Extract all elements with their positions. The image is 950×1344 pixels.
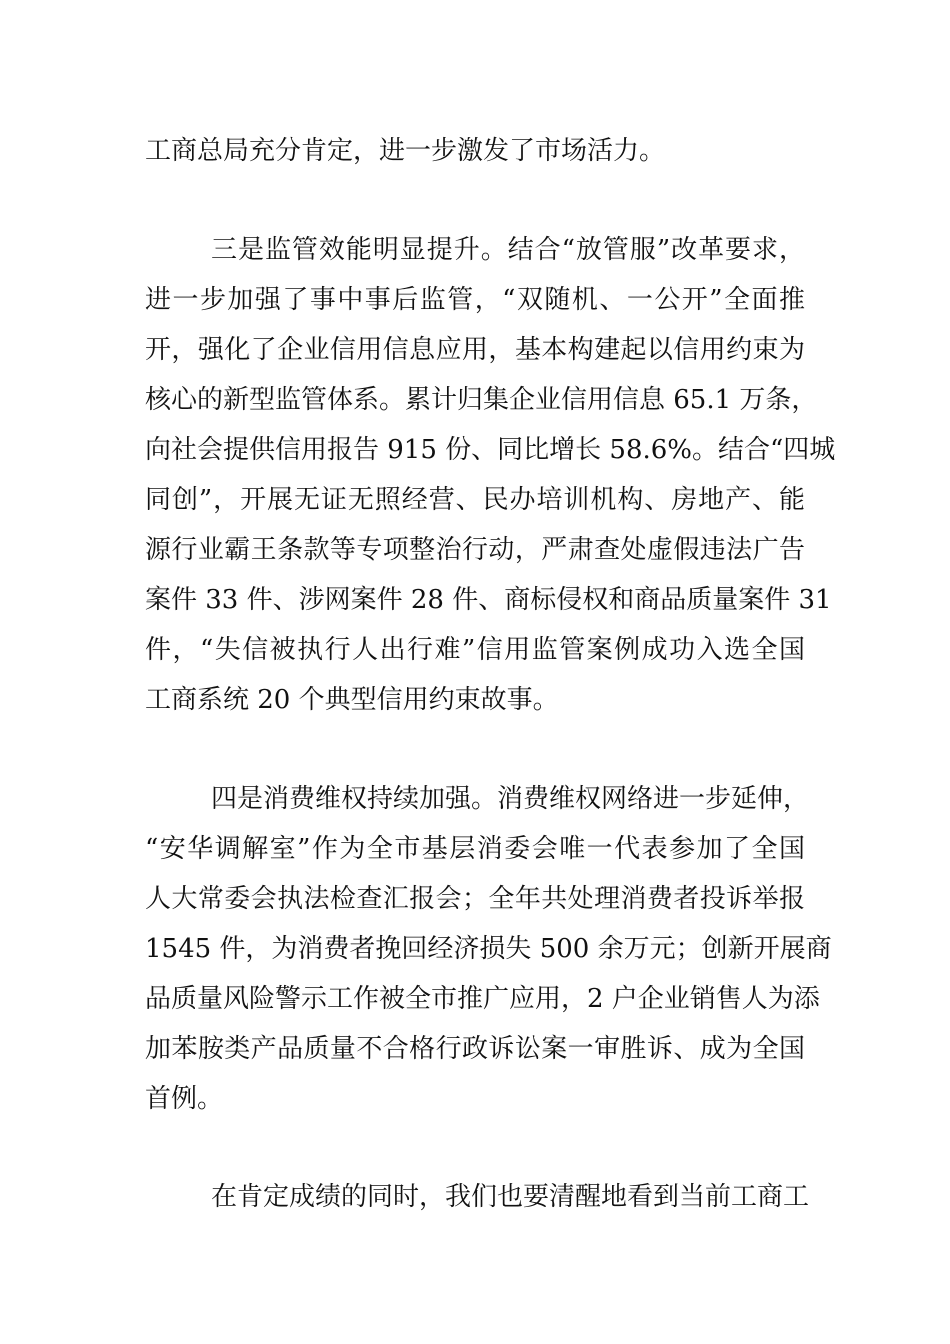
text-line: 加苯胺类产品质量不合格行政诉讼案一审胜诉、成为全国 — [145, 1034, 805, 1064]
text-line: 工商总局充分肯定，进一步激发了市场活力。 — [145, 136, 666, 166]
paragraph-3-line-4 — [0, 922, 950, 976]
text-line: 案件 33 件、涉网案件 28 件、商标侵权和商品质量案件 31 — [145, 585, 832, 615]
paragraph-2-line-2 — [0, 273, 950, 327]
text-line: 向社会提供信用报告 915 份、同比增长 58.6%。结合“四城 — [145, 435, 836, 465]
paragraph-2-line-8 — [0, 573, 950, 627]
paragraph-2-line-5 — [0, 423, 950, 477]
paragraph-2-line-7 — [0, 523, 950, 577]
text-line: 人大常委会执法检查汇报会；全年共处理消费者投诉举报 — [145, 884, 805, 914]
paragraph-3-line-1 — [0, 772, 950, 826]
paragraph-2-line-6 — [0, 473, 950, 527]
paragraph-2-line-9 — [0, 623, 950, 677]
paragraph-3-line-6 — [0, 1022, 950, 1076]
paragraph-4-line-1 — [0, 1170, 950, 1224]
text-line: 开，强化了企业信用信息应用，基本构建起以信用约束为 — [145, 335, 805, 365]
text-line: 在肯定成绩的同时，我们也要清醒地看到当前工商工 — [211, 1182, 810, 1212]
text-line: 工商系统 20 个典型信用约束故事。 — [145, 685, 559, 715]
paragraph-2-line-3 — [0, 323, 950, 377]
paragraph-2-line-1 — [0, 223, 950, 277]
text-line: 进一步加强了事中事后监管，“双随机、一公开”全面推 — [145, 285, 805, 315]
paragraph-2-line-4 — [0, 373, 950, 427]
text-line: 同创”，开展无证无照经营、民办培训机构、房地产、能 — [145, 485, 805, 515]
paragraph-2-line-10 — [0, 673, 950, 727]
text-line: “安华调解室”作为全市基层消委会唯一代表参加了全国 — [145, 834, 805, 864]
paragraph-3-line-3 — [0, 872, 950, 926]
text-line: 三是监管效能明显提升。结合“放管服”改革要求， — [211, 235, 805, 265]
text-line: 四是消费维权持续加强。消费维权网络进一步延伸， — [211, 784, 810, 814]
paragraph-3-line-5 — [0, 972, 950, 1026]
text-line: 首例。 — [145, 1084, 224, 1114]
text-line: 源行业霸王条款等专项整治行动，严肃查处虚假违法广告 — [145, 535, 805, 565]
paragraph-1-line-1 — [0, 124, 950, 178]
paragraph-3-line-2 — [0, 822, 950, 876]
text-line: 品质量风险警示工作被全市推广应用，2 户企业销售人为添 — [145, 984, 820, 1014]
text-line: 核心的新型监管体系。累计归集企业信用信息 65.1 万条， — [145, 385, 818, 415]
paragraph-3-line-7 — [0, 1072, 950, 1126]
text-line: 件，“失信被执行人出行难”信用监管案例成功入选全国 — [145, 635, 805, 665]
text-line: 1545 件，为消费者挽回经济损失 500 余万元；创新开展商 — [145, 934, 832, 964]
